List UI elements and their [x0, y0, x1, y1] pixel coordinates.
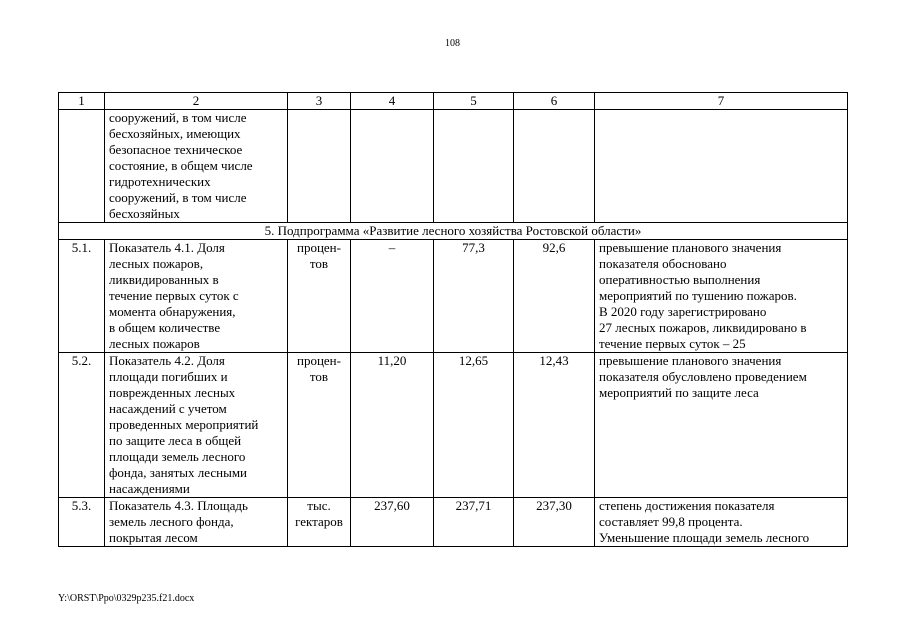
unit-cell: тыс. гектаров	[288, 498, 351, 547]
indicator-cell: сооружений, в том числе бесхозяйных, имеющих безопасное техническое состояние, в общем числе гидротехнических сооружений, в том числе бесхозяйных	[105, 110, 288, 223]
unit-cell: процен- тов	[288, 353, 351, 498]
value-cell: 77,3	[434, 240, 514, 353]
value-cell: 11,20	[351, 353, 434, 498]
table-row	[59, 240, 848, 353]
value-cell: 12,65	[434, 353, 514, 498]
column-header: 5	[434, 93, 514, 110]
header-row	[59, 93, 848, 110]
column-header: 1	[59, 93, 105, 110]
table-row	[59, 498, 848, 547]
row-number: 5.3.	[59, 498, 105, 547]
page-number: 108	[445, 38, 460, 49]
indicator-cell: Показатель 4.2. Доля площади погибших и поврежденных лесных насаждений с учетом проведенных мероприятий по защите леса в общей площади земель лесного фонда, занятых лесными насаждениями	[105, 353, 288, 498]
value-cell: –	[351, 240, 434, 353]
unit-cell: процен- тов	[288, 240, 351, 353]
comment-cell: превышение планового значения показателя обусловлено проведением мероприятий по защите леса	[595, 353, 848, 498]
footer-file-path: Y:\ORST\Ppo\0329p235.f21.docx	[58, 593, 195, 604]
indicators-table	[58, 92, 848, 547]
column-header: 4	[351, 93, 434, 110]
indicator-cell: Показатель 4.3. Площадь земель лесного фонда, покрытая лесом	[105, 498, 288, 547]
column-header: 3	[288, 93, 351, 110]
indicator-cell: Показатель 4.1. Доля лесных пожаров, ликвидированных в течение первых суток с момента обнаружения, в общем количестве лесных пожаров	[105, 240, 288, 353]
row-number: 5.1.	[59, 240, 105, 353]
value-cell: 237,71	[434, 498, 514, 547]
value-cell: 237,30	[514, 498, 595, 547]
table-row-continuation	[59, 110, 848, 223]
column-header: 2	[105, 93, 288, 110]
value-cell: 237,60	[351, 498, 434, 547]
table-row	[59, 353, 848, 498]
value-cell: 12,43	[514, 353, 595, 498]
section-title: 5. Подпрограмма «Развитие лесного хозяйства Ростовской области»	[59, 223, 848, 240]
comment-cell: превышение планового значения показателя обосновано оперативностью выполнения мероприятий по тушению пожаров. В 2020 году зарегистрировано 27 лесных пожаров, ликвидировано в течение первых суток – 25	[595, 240, 848, 353]
comment-cell: степень достижения показателя составляет 99,8 процента. Уменьшение площади земель лесного	[595, 498, 848, 547]
column-header: 7	[595, 93, 848, 110]
section-row	[59, 223, 848, 240]
value-cell: 92,6	[514, 240, 595, 353]
row-number: 5.2.	[59, 353, 105, 498]
column-header: 6	[514, 93, 595, 110]
